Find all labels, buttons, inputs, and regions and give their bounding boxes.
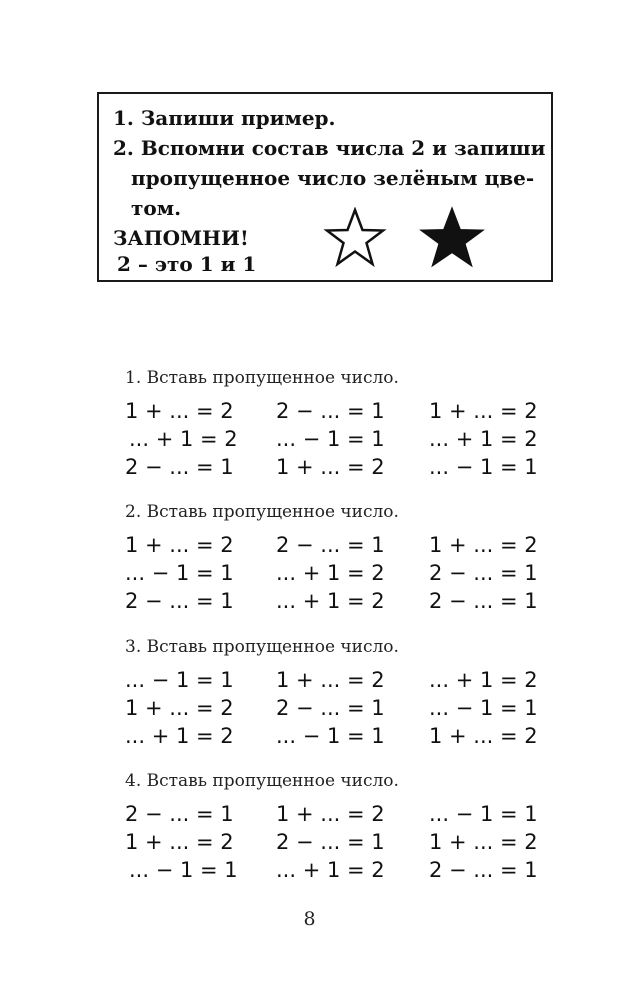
equation-row bbox=[0, 530, 619, 560]
equation: ... + 1 = 2 bbox=[429, 427, 538, 451]
equation: 1 + ... = 2 bbox=[125, 399, 234, 423]
equation: ... − 1 = 1 bbox=[125, 668, 234, 692]
page-number: 8 bbox=[303, 908, 316, 930]
rule-line-2: 2. Вспомни состав числа 2 и запиши bbox=[113, 136, 546, 160]
equation: ... + 1 = 2 bbox=[429, 668, 538, 692]
equation: 2 − ... = 1 bbox=[276, 533, 385, 557]
rule-line-1: 1. Запиши пример. bbox=[113, 106, 336, 130]
equation: ... + 1 = 2 bbox=[129, 427, 238, 451]
remember-fact: 2 – это 1 и 1 bbox=[117, 252, 257, 276]
equation: ... − 1 = 1 bbox=[276, 427, 385, 451]
equation: ... − 1 = 1 bbox=[429, 696, 538, 720]
equation: ... − 1 = 1 bbox=[429, 455, 538, 479]
equation: 2 − ... = 1 bbox=[125, 455, 234, 479]
equation: 1 + ... = 2 bbox=[429, 533, 538, 557]
outline-star-icon bbox=[323, 207, 387, 269]
equation: 2 − ... = 1 bbox=[276, 399, 385, 423]
exercise-title: 1. Вставь пропущенное число. bbox=[125, 368, 399, 388]
equation-row bbox=[0, 452, 619, 482]
equation: ... + 1 = 2 bbox=[276, 561, 385, 585]
equation: 2 − ... = 1 bbox=[125, 802, 234, 826]
equation-row bbox=[0, 665, 619, 695]
rule-line-4: том. bbox=[131, 196, 182, 220]
equation-row bbox=[0, 799, 619, 829]
equation-row bbox=[0, 396, 619, 426]
equation-row bbox=[0, 558, 619, 588]
filled-star-icon bbox=[419, 206, 485, 270]
equation: 2 − ... = 1 bbox=[429, 589, 538, 613]
rule-box bbox=[97, 92, 553, 282]
equation: 1 + ... = 2 bbox=[276, 668, 385, 692]
equation: ... − 1 = 1 bbox=[429, 802, 538, 826]
equation: ... + 1 = 2 bbox=[125, 724, 234, 748]
equation: 1 + ... = 2 bbox=[125, 830, 234, 854]
remember-heading: ЗАПОМНИ! bbox=[113, 226, 249, 250]
rule-line-3: пропущенное число зелёным цве- bbox=[131, 166, 535, 190]
equation: 2 − ... = 1 bbox=[125, 589, 234, 613]
equation: 2 − ... = 1 bbox=[276, 696, 385, 720]
equation-row bbox=[0, 424, 619, 454]
equation-row bbox=[0, 855, 619, 885]
exercise-title: 4. Вставь пропущенное число. bbox=[125, 771, 399, 791]
equation: 1 + ... = 2 bbox=[429, 830, 538, 854]
equation: ... − 1 = 1 bbox=[129, 858, 238, 882]
equation: ... − 1 = 1 bbox=[276, 724, 385, 748]
equation-row bbox=[0, 586, 619, 616]
equation: 1 + ... = 2 bbox=[276, 802, 385, 826]
equation: 1 + ... = 2 bbox=[125, 696, 234, 720]
exercise-title: 3. Вставь пропущенное число. bbox=[125, 637, 399, 657]
equation: ... + 1 = 2 bbox=[276, 858, 385, 882]
equation: 1 + ... = 2 bbox=[276, 455, 385, 479]
equation: ... + 1 = 2 bbox=[276, 589, 385, 613]
exercise-title: 2. Вставь пропущенное число. bbox=[125, 502, 399, 522]
equation: 2 − ... = 1 bbox=[276, 830, 385, 854]
equation: 2 − ... = 1 bbox=[429, 561, 538, 585]
equation-row bbox=[0, 693, 619, 723]
equation: ... − 1 = 1 bbox=[125, 561, 234, 585]
equation: 1 + ... = 2 bbox=[429, 399, 538, 423]
equation-row bbox=[0, 721, 619, 751]
equation: 1 + ... = 2 bbox=[429, 724, 538, 748]
equation-row bbox=[0, 827, 619, 857]
equation: 1 + ... = 2 bbox=[125, 533, 234, 557]
equation: 2 − ... = 1 bbox=[429, 858, 538, 882]
